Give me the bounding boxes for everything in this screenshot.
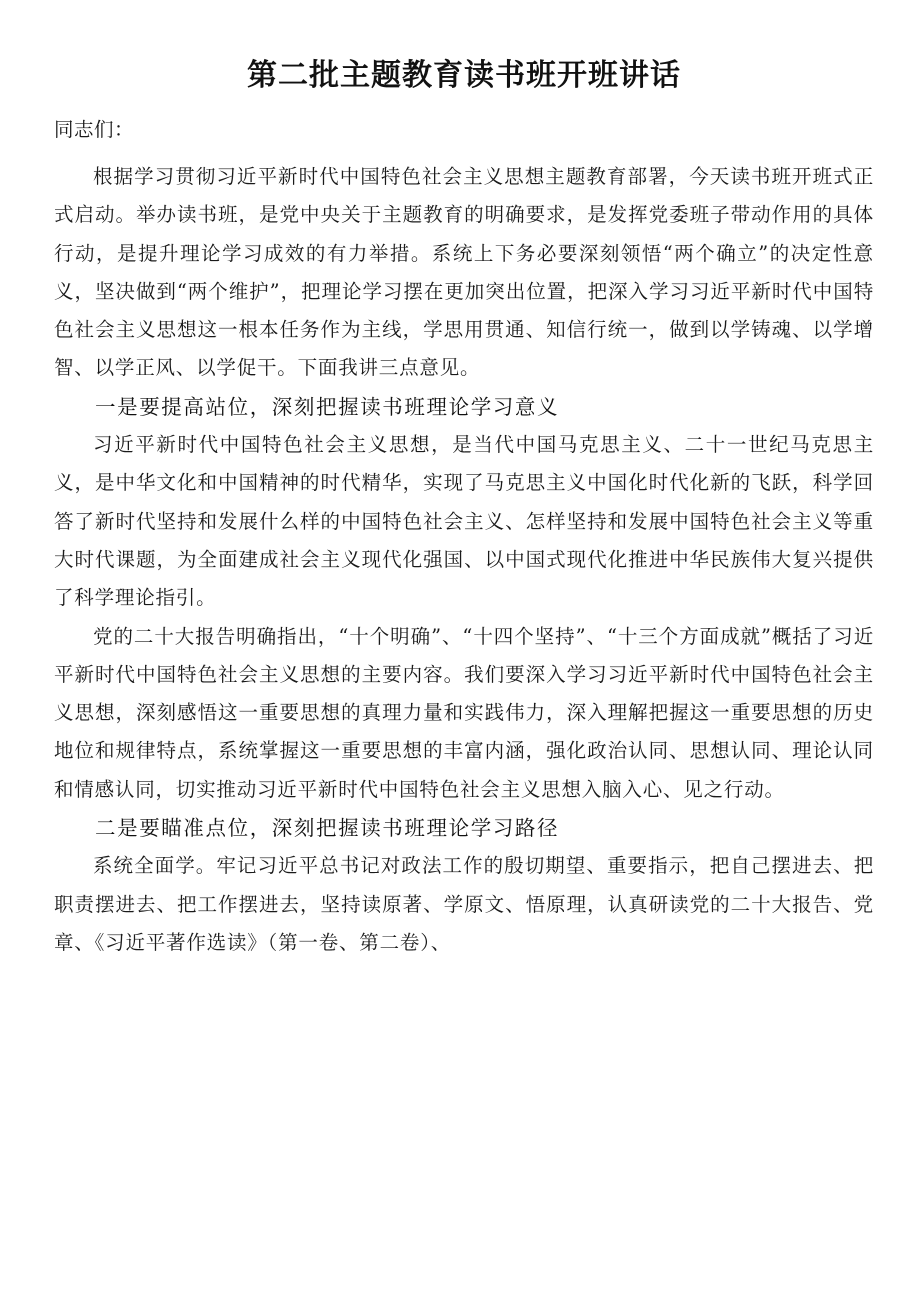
section1-paragraph-1: 习近平新时代中国特色社会主义思想，是当代中国马克思主义、二十一世纪马克思主义，是中华文化和中国精神的时代精华，实现了马克思主义中国化时代化新的飞跃，科学回答了新时代坚持和发展什么样的中国特色社会主义、怎样坚持和发展中国特色社会主义等重大时代课题，为全面建成社会主义现代化强国、以中国式现代化推进中华民族伟大复兴提供了科学理论指引。 <box>54 433 874 610</box>
section-heading-2: 二是要瞄准点位，深刻把握读书班理论学习路径 <box>95 816 560 841</box>
section-heading-1: 一是要提高站位，深刻把握读书班理论学习意义 <box>95 394 560 419</box>
section1-paragraph-2: 党的二十大报告明确指出，“十个明确”、“十四个坚持”、“十三个方面成就”概括了习近平新时代中国特色社会主义思想的主要内容。我们要深入学习习近平新时代中国特色社会主义思想，深刻感悟这一重要思想的真理力量和实践伟力，深入理解把握这一重要思想的历史地位和规律特点，系统掌握这一重要思想的丰富内涵，强化政治认同、思想认同、理论认同和情感认同，切实推动习近平新时代中国特色社会主义思想入脑入心、见之行动。 <box>54 624 874 801</box>
intro-paragraph: 根据学习贯彻习近平新时代中国特色社会主义思想主题教育部署，今天读书班开班式正式启动。举办读书班，是党中央关于主题教育的明确要求，是发挥党委班子带动作用的具体行动，是提升理论学习成效的有力举措。系统上下务必要深刻领悟“两个确立”的决定性意义，坚决做到“两个维护”，把理论学习摆在更加突出位置，把深入学习习近平新时代中国特色社会主义思想这一根本任务作为主线，学思用贯通、知信行统一，做到以学铸魂、以学增智、以学正风、以学促干。下面我讲三点意见。 <box>54 165 874 380</box>
salutation: 同志们： <box>54 118 135 141</box>
document-title: 第二批主题教育读书班开班讲话 <box>247 58 681 93</box>
section2-paragraph-1: 系统全面学。牢记习近平总书记对政法工作的殷切期望、重要指示，把自己摆进去、把职责摆进去、把工作摆进去，坚持读原著、学原文、悟原理，认真研读党的二十大报告、党章、《习近平著作选读》（第一卷、第二卷）、 <box>54 854 874 954</box>
